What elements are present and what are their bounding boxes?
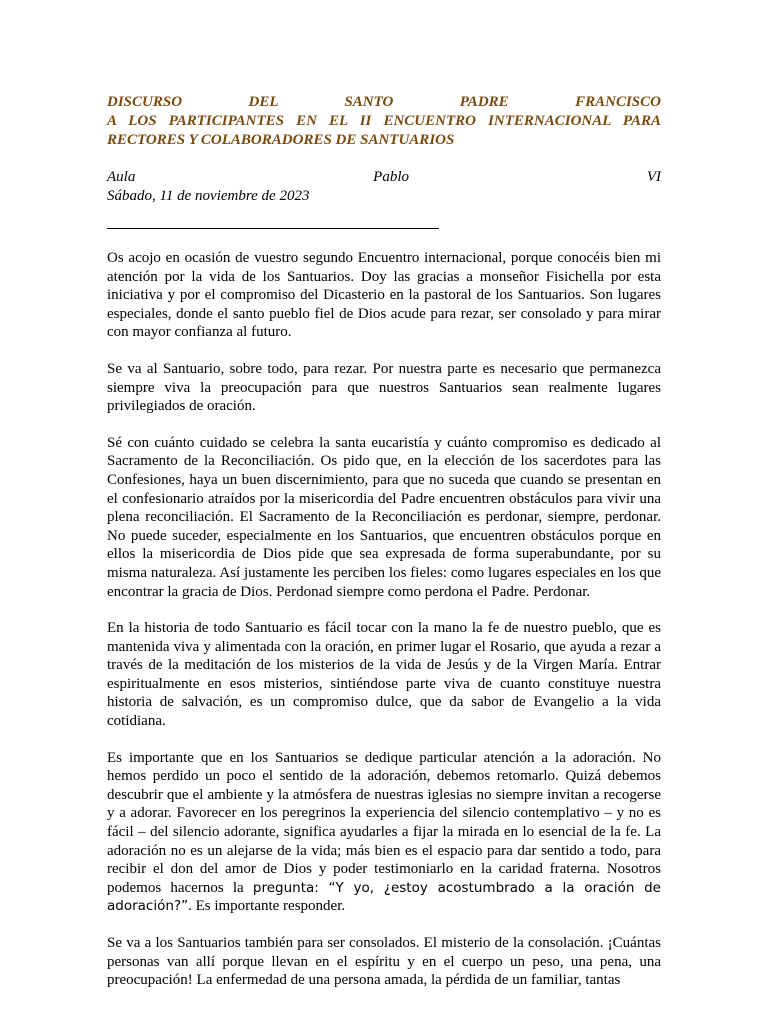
paragraph-5-main: Es importante que en los Santuarios se dedique particular atención a la adoración. No hemos perdido un poco el sentido de la adoración, debemos retomarlo. Quizá debemos descubrir que el ambiente y la atmósfera de nuestras iglesias no siempre invitan a recogerse y a adorar. Favorecer en los peregrinos la experiencia del silencio contemplativo – y no es fácil – del silencio adorante, significa ayudarles a fijar la mirada en lo esencial de la fe. La adoración no es un alejarse de la vida; más bien es el espacio para dar sentido a todo, para recibir el don del amor de Dios y poder testimoniarlo en la caridad fraterna. Nosotros podemos hacernos la [107, 749, 661, 896]
title-line-1: DISCURSO DEL SANTO PADRE FRANCISCO [107, 94, 661, 110]
title-line-3: RECTORES Y COLABORADORES DE SANTUARIOS [107, 132, 455, 148]
speech-meta [107, 168, 661, 206]
separator-line [107, 228, 439, 229]
paragraph-3: Sé con cuánto cuidado se celebra la santa eucaristía y cuánto compromiso es dedicado al Sacramento de la Reconciliación. Os pido que, en la elección de los sacerdotes para las Confesiones, haya un buen discernimiento, para que no suceda que cuando se presentan en el confesionario atraídos por la misericordia del Padre encuentren obstáculos para vivir una plena reconciliación. El Sacramento de la Reconciliación es perdonar, siempre, perdonar. No puede suceder, especialmente en los Santuarios, que encuentren obstáculos porque en ellos la misericordia de Dios pide que sea expresada de forma superabundante, por su misma naturaleza. Así justamente les perciben los fieles: como lugares especiales en los que encontrar la gracia de Dios. Perdonad siempre como perdona el Padre. Perdonar. [107, 434, 661, 600]
paragraph-5-end: . Es importante responder. [188, 898, 346, 915]
speech-body [107, 249, 661, 990]
document-page [107, 93, 661, 1008]
paragraph-6: Se va a los Santuarios también para ser consolados. El misterio de la consolación. ¡Cuántas personas van allí porque llevan en el espíritu y en el cuerpo un peso, una pena, una preocupación! La enfermedad de una persona amada, la pérdida de un familiar, tantas [107, 935, 661, 989]
paragraph-4: En la historia de todo Santuario es fácil tocar con la mano la fe de nuestro pueblo, que es mantenida viva y alimentada con la oración, en primer lugar el Rosario, que ayuda a rezar a través de la meditación de los misterios de la vida de Jesús y de la Virgen María. Entrar espiritualmente en esos misterios, sintiéndose parte viva de cuanto constituye nuestra historia de salvación, es un compromiso dulce, que da sabor de Evangelio a la vida cotidiana. [107, 620, 661, 730]
paragraph-1: Os acojo en ocasión de vuestro segundo Encuentro internacional, porque conocéis bien mi atención por la vida de los Santuarios. Doy las gracias a monseñor Fisichella por esta iniciativa y por el compromiso del Dicasterio en la pastoral de los Santuarios. Son lugares especiales, donde el santo pueblo fiel de Dios acude para rezar, ser consolado y para mirar con mayor confianza al futuro. [107, 250, 661, 341]
paragraph-2: Se va al Santuario, sobre todo, para rezar. Por nuestra parte es necesario que permanezca siempre viva la preocupación para que nuestros Santuarios sean realmente lugares privilegiados de oración. [107, 360, 661, 415]
paragraph-5 [107, 749, 661, 916]
title-line-2: A LOS PARTICIPANTES EN EL II ENCUENTRO INTERNACIONAL PARA [107, 113, 661, 129]
speech-date: Sábado, 11 de noviembre de 2023 [107, 188, 310, 204]
adoration-question: pregunta: “Y yo, ¿estoy acostumbrado a la oración de adoración?” [107, 879, 661, 915]
speech-place: Aula Pablo VI [107, 169, 661, 185]
speech-title [107, 93, 661, 150]
